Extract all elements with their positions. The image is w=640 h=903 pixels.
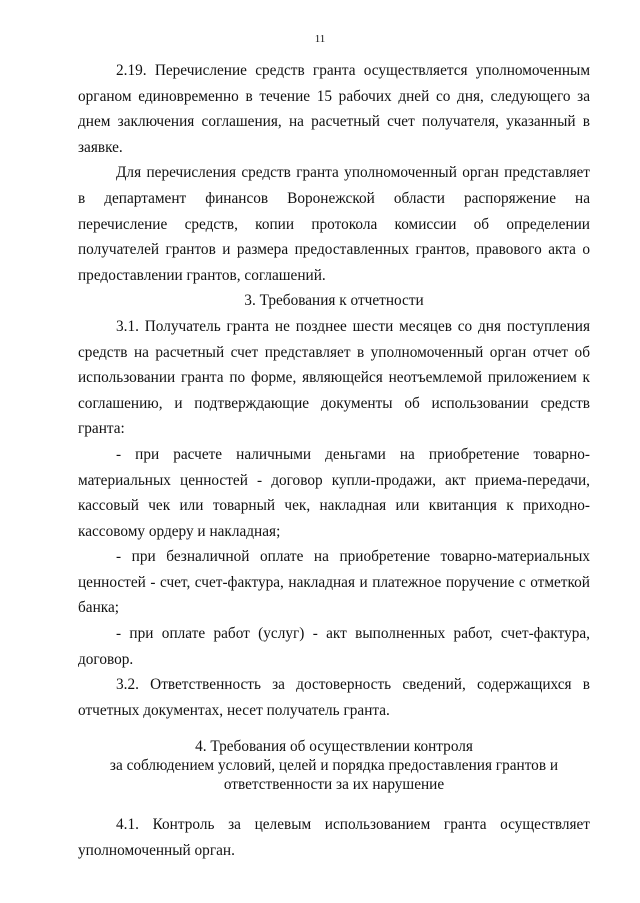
paragraph-3-1: 3.1. Получатель гранта не позднее шести месяцев со дня поступления средств на расчетный счет представляет в уполномоченный орган отчет об использовании гранта по форме, являющейся неотъемлемой приложением к соглашению, и подтверждающие документы об использовании средств гранта: [78,317,590,438]
list-item-services-payment: - при оплате работ (услуг) - акт выполненных работ, счет-фактура, договор. [78,625,590,668]
paragraph-4-1: 4.1. Контроль за целевым использованием гранта осуществляет уполномоченный орган. [78,816,590,860]
section-4-heading-line: за соблюдением условий, целей и порядка предоставления грантов и [109,757,559,775]
section-4-heading-line: 4. Требования об осуществлении контроля [195,738,473,756]
list-item-cash-payment: - при расчете наличными деньгами на приобретение товарно-материальных ценностей - договор купли-продажи, акт приема-передачи, кассовый чек или товарный чек, накладная или квитанция к приходно-кассовому ордеру и накладная; [78,445,590,540]
paragraph-transfer-order: Для перечисления средств гранта уполномоченный орган представляет в департамент финансов Воронежской области распоряжение на перечисление средств, копии протокола комиссии об определении получателей грантов и размера предоставленных грантов, правового акта о предоставлении грантов, соглашений. [78,164,590,284]
section-4-heading-line: ответственности за их нарушение [223,776,445,794]
section-4-heading [78,737,590,794]
paragraph-3-2: 3.2. Ответственность за достоверность сведений, содержащихся в отчетных документах, несет получатель гранта. [78,676,590,719]
section-3-heading: 3. Требования к отчетности [244,292,424,310]
paragraph-2-19: 2.19. Перечисление средств гранта осуществляется уполномоченным органом единовременно в течение 15 рабочих дней со дня, следующего за днем заключения соглашения, на расчетный счет получателя, указанный в заявке. [78,62,590,156]
page-number: 11 [314,33,326,45]
list-item-cashless-payment: - при безналичной оплате на приобретение товарно-материальных ценностей - счет, счет-фактура, накладная и платежное поручение с отметкой банка; [78,548,590,617]
document-body [78,58,590,864]
